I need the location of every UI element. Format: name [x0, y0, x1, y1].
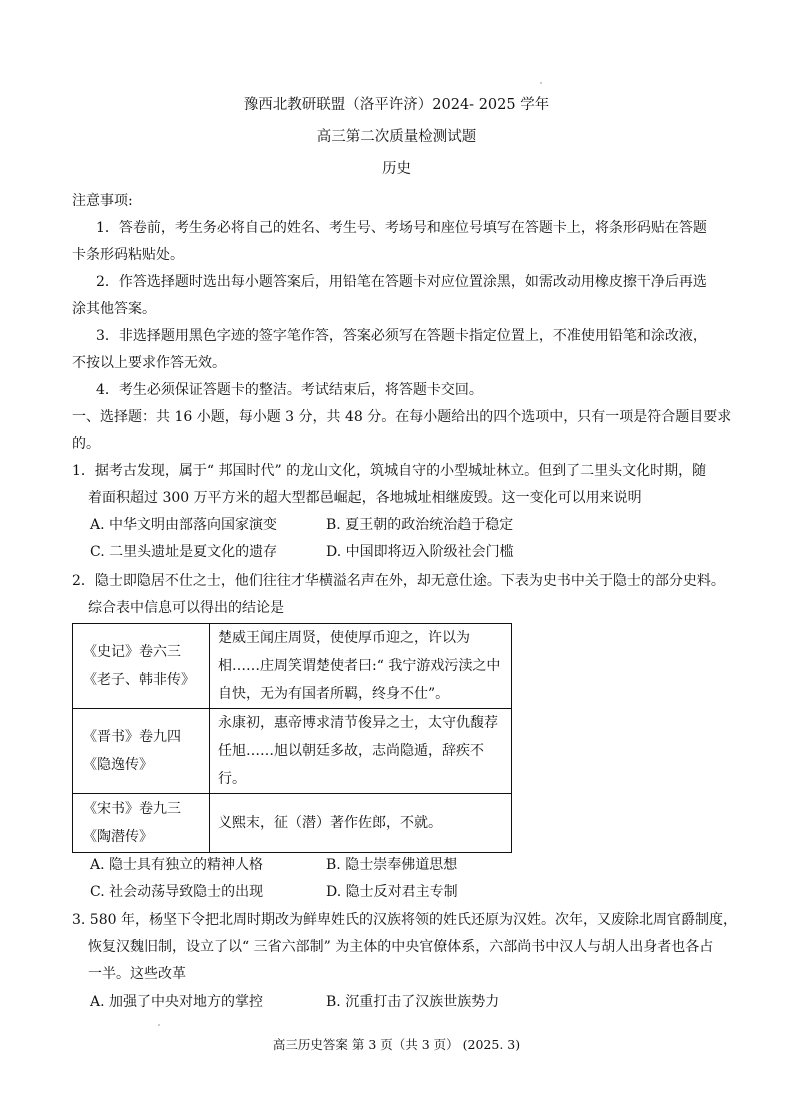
excerpt-line: 行。 — [218, 771, 246, 787]
note-item-1-cont: 卡条形码粘贴处。 — [72, 247, 184, 263]
excerpt-line: 相……庄周笑谓楚使者曰:“ 我宁游戏污渎之中 — [218, 658, 501, 674]
question-3-option-b: B. 沉重打击了汉族世族势力 — [326, 994, 500, 1010]
scan-speck — [540, 82, 542, 84]
source-book: 《晋书》卷九四 — [83, 729, 181, 745]
scan-speck — [158, 1024, 160, 1026]
sources-table — [72, 623, 512, 853]
excerpt-line: 任旭……旭以朝廷多故，志尚隐遁，辞疾不 — [218, 743, 484, 759]
question-3-stem-cont2: 一半。这些改革 — [88, 966, 186, 982]
table-cell-source — [73, 624, 210, 709]
table-cell-text — [210, 794, 512, 853]
question-3-stem-cont: 恢复汉魏旧制，设立了以“ 三省六部制” 为主体的中央官僚体系，六部尚书中汉人与胡人出身者也各占 — [88, 939, 714, 955]
note-item-2: 2．作答选择题时选出每小题答案后，用铅笔在答题卡对应位置涂黑，如需改动用橡皮擦干净后再选 — [96, 274, 707, 290]
note-item-2-cont: 涂其他答案。 — [72, 301, 156, 317]
question-3-option-a: A. 加强了中央对地方的掌控 — [90, 994, 264, 1010]
question-1-option-a: A. 中华文明由部落向国家演变 — [90, 517, 278, 533]
source-chapter: 《老子、韩非传》 — [83, 672, 195, 688]
section-heading: 一、选择题：共 16 小题，每小题 3 分，共 48 分。在每小题给出的四个选项中，只有一项是符合题目要求 — [72, 409, 732, 425]
subject-title: 历史 — [382, 161, 411, 177]
source-book: 《宋书》卷九三 — [83, 801, 181, 817]
table-cell-text — [210, 709, 512, 794]
question-2-stem-cont: 综合表中信息可以得出的结论是 — [88, 600, 284, 616]
excerpt-line: 自快，无为有国者所羁，终身不仕”。 — [218, 686, 450, 702]
question-2-option-c: C. 社会动荡导致隐士的出现 — [90, 884, 264, 900]
source-chapter: 《隐逸传》 — [83, 757, 153, 773]
note-item-1: 1．答卷前，考生务必将自己的姓名、考生号、考场号和座位号填写在答题卡上，将条形码贴在答题 — [96, 220, 707, 236]
table-row — [73, 624, 512, 709]
table-cell-source — [73, 794, 210, 853]
section-heading-cont: 的。 — [72, 436, 100, 452]
question-3-stem: 3. 580 年，杨坚下令把北周时期改为鲜卑姓氏的汉族将领的姓氏还原为汉姓。次年，又废除北周官爵制度， — [72, 912, 737, 928]
question-1-option-c: C. 二里头遗址是夏文化的遗存 — [90, 544, 278, 560]
excerpt-line: 义熙末，征（潜）著作佐郎，不就。 — [218, 815, 442, 831]
excerpt-line: 永康初，惠帝博求清节俊异之士，太守仇馥荐 — [218, 715, 498, 731]
question-2-option-b: B. 隐士崇奉佛道思想 — [326, 857, 458, 873]
question-2-stem: 2．隐士即隐居不仕之士，他们往往才华横溢名声在外，却无意仕途。下表为史书中关于隐士的部分史料。 — [72, 573, 725, 589]
table-row — [73, 709, 512, 794]
question-1-stem-cont: 着面积超过 300 万平方米的超大型都邑崛起，各地城址相继废毁。这一变化可以用来说明 — [88, 490, 642, 506]
page-footer: 高三历史答案 第 3 页（共 3 页） (2025. 3) — [272, 1037, 521, 1052]
note-item-4: 4．考生必须保证答题卡的整洁。考试结束后，将答题卡交回。 — [96, 382, 483, 398]
exam-title-line1: 豫西北教研联盟（洛平许济）2024- 2025 学年 — [243, 97, 550, 113]
question-2-option-d: D. 隐士反对君主专制 — [326, 884, 458, 900]
excerpt-line: 楚威王闻庄周贤，使使厚币迎之，许以为 — [218, 630, 470, 646]
table-cell-source — [73, 709, 210, 794]
question-2-option-a: A. 隐士具有独立的精神人格 — [90, 857, 264, 873]
source-book: 《史记》卷六三 — [83, 644, 181, 660]
question-1-stem: 1．据考古发现，属于“ 邦国时代” 的龙山文化，筑城自守的小型城址林立。但到了二里头文化时期，随 — [72, 463, 707, 479]
table-cell-text — [210, 624, 512, 709]
exam-title-line2: 高三第二次质量检测试题 — [316, 129, 477, 145]
note-item-3: 3．非选择题用黑色字迹的签字笔作答，答案必须写在答题卡指定位置上，不准使用铅笔和涂改液， — [96, 328, 707, 344]
question-1-option-b: B. 夏王朝的政治统治趋于稳定 — [326, 517, 514, 533]
notes-heading: 注意事项: — [72, 193, 133, 209]
table-row — [73, 794, 512, 853]
source-chapter: 《陶潜传》 — [83, 829, 153, 845]
question-1-option-d: D. 中国即将迈入阶级社会门槛 — [326, 544, 514, 560]
note-item-3-cont: 不按以上要求作答无效。 — [72, 355, 226, 371]
